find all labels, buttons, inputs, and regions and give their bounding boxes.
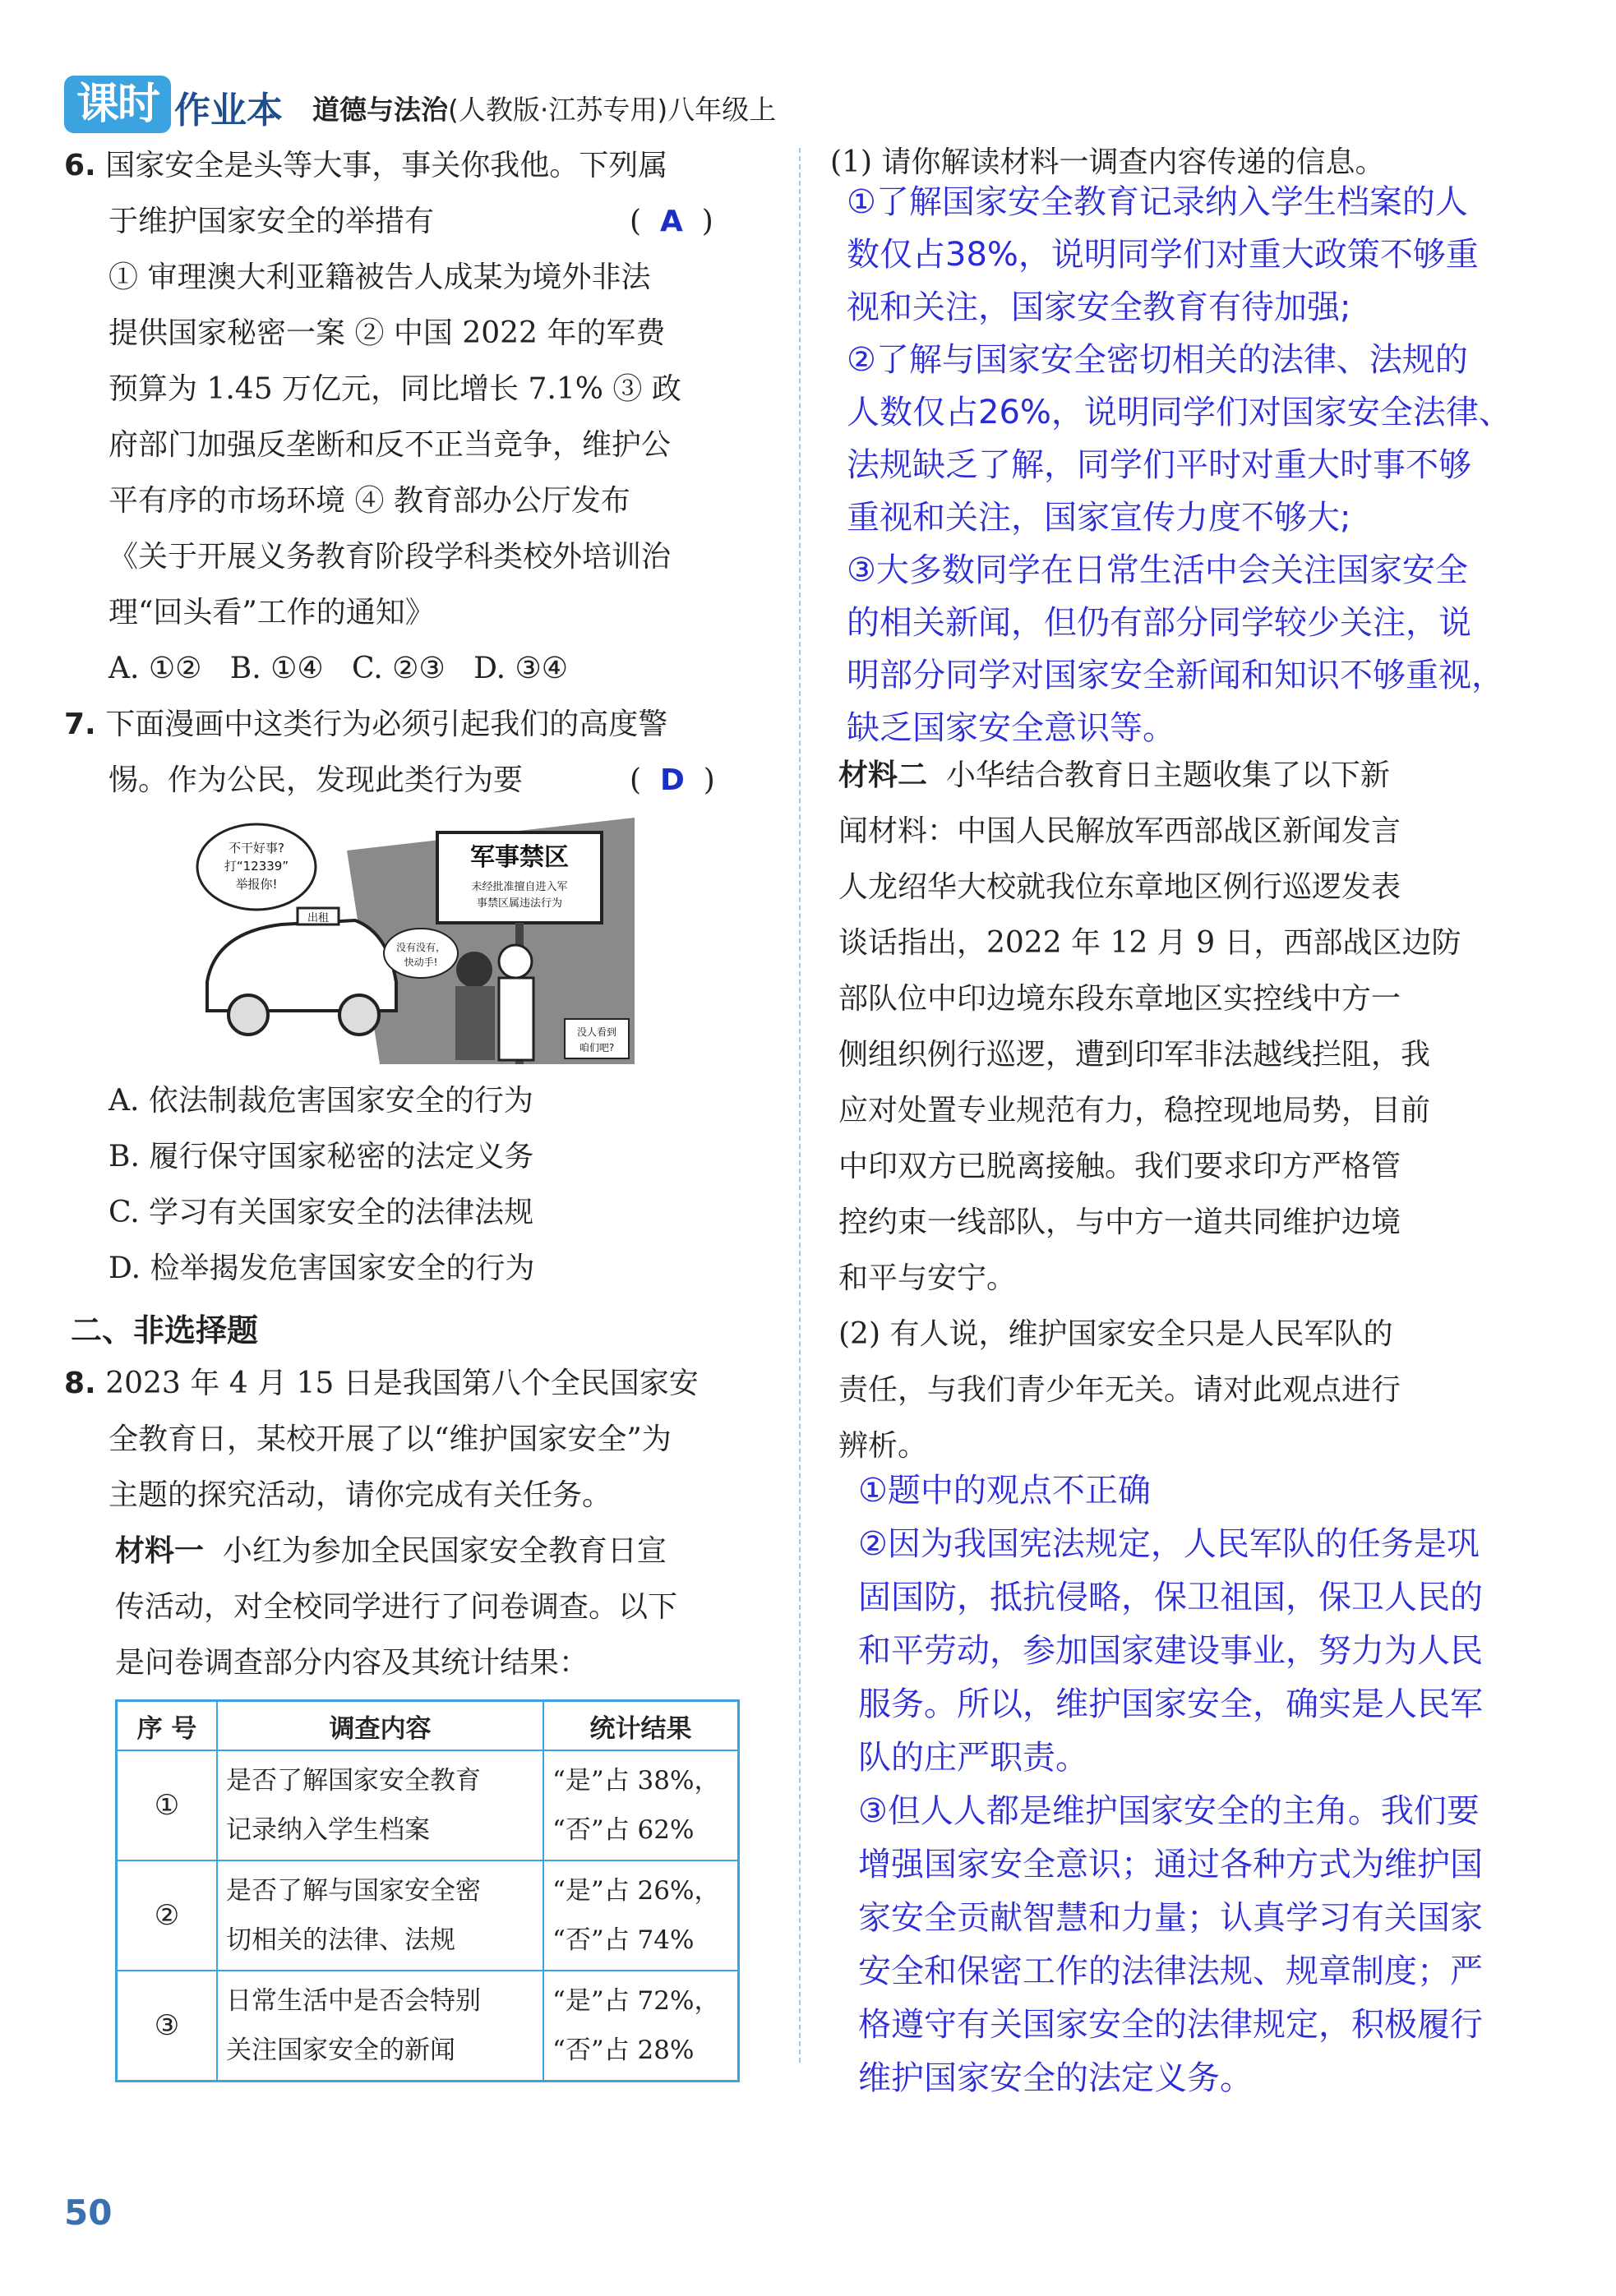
svg-text:没有没有，: 没有没有， xyxy=(395,942,446,953)
survey-table xyxy=(115,1699,740,2082)
q6-choices xyxy=(64,641,787,697)
task-1-prompt: (1) 请你解读材料一调查内容传递的信息。 xyxy=(830,145,1385,179)
choice-a: A. 依法制裁危害国家安全的行为 xyxy=(109,1084,533,1118)
choice-d: D. 检举揭发危害国家安全的行为 xyxy=(109,1252,535,1285)
svg-text:没人看到: 没人看到 xyxy=(576,1026,617,1038)
choice-b: B. 履行保守国家秘密的法定义务 xyxy=(109,1140,534,1173)
answer-slot: ( A ) xyxy=(630,205,713,238)
table-header: 调查内容 xyxy=(217,1701,543,1751)
material-2: 材料二 小华结合教育日主题收集了以下新 闻材料：中国人民解放军西部战区新闻发言 人龙绍华大校就我位东章地区例行巡逻发表 谈话指出，2022 年 12 月 9 日，西部战区边防 部队位中印边境东段东章地区实控线中方一 侧组织例行巡逻，遭到印军非法越线拦阻，我 应对处置专业规范有力，稳控现地局势，目前 中印双方已脱离接触。我们要求印方严格管 控约束一线部队，与中方一道共同维护边境 和平与安宁。 xyxy=(838,758,1461,1295)
table-header: 序 号 xyxy=(117,1701,218,1751)
material-label: 材料一 xyxy=(115,1534,205,1568)
brand-logo: 课时 xyxy=(64,76,171,133)
car-wheel xyxy=(339,995,379,1035)
page-number: 50 xyxy=(64,2192,113,2233)
task-2-prompt: (2) 有人说，维护国家安全只是人民军队的 责任，与我们青少年无关。请对此观点进行 辨析。 xyxy=(838,1317,1401,1463)
subject-title: 道德与法治(人教版·江苏专用)八年级上 xyxy=(312,94,777,126)
q6-option-line: 平有序的市场环境 ④ 教育部办公厅发布 xyxy=(109,484,630,518)
sign-title: 军事禁区 xyxy=(470,843,569,872)
column-divider xyxy=(799,148,801,2063)
question-number: 6. xyxy=(64,149,96,182)
speech-bubble xyxy=(384,929,458,978)
question-6 xyxy=(64,138,787,697)
choice-c: C. ②③ xyxy=(352,652,446,685)
table-header: 统计结果 xyxy=(543,1701,739,1751)
answer-slot: ( D ) xyxy=(630,763,715,797)
person-figure-body xyxy=(499,978,533,1060)
q6-line: 6. 国家安全是头等大事，事关你我他。下列属 xyxy=(64,149,668,182)
svg-text:打“12339”: 打“12339” xyxy=(224,859,289,874)
table-row: ① 是否了解国家安全教育 记录纳入学生档案 “是”占 38%， “否”占 62% xyxy=(117,1750,739,1860)
spy-figure-head xyxy=(456,952,492,988)
question-8: 8. 2023 年 4 月 15 日是我国第八个全民国家安 全教育日，某校开展了以“维护国家安全”为 主题的探究活动，请你完成有关任务。 材料一 小红为参加全民国家安全教育日宣 传活动，对全校同学进行了问卷调查。以下 是问卷调查部分内容及其统计结果： xyxy=(64,1367,699,1680)
sign-text: 事禁区属违法行为 xyxy=(476,897,563,910)
choice-b: B. ①④ xyxy=(229,652,324,685)
sign-text: 未经批准擅自进入军 xyxy=(471,881,568,893)
svg-text:举报你!: 举报你! xyxy=(235,877,278,892)
q6-option-line: 《关于开展义务教育阶段学科类校外培训治 xyxy=(109,540,672,574)
q6-option-line: ① 审理澳大利亚籍被告人成某为境外非法 xyxy=(109,260,651,294)
q7-choices xyxy=(109,1073,766,1297)
q6-option-line: 预算为 1.45 万亿元，同比增长 7.1% ③ 政 xyxy=(109,372,681,406)
handwritten-answer-2: ①题中的观点不正确 ②因为我国宪法规定，人民军队的任务是巩 固国防，抵抗侵略，保卫祖国，保卫人民的 和平劳动，参加国家建设事业，努力为人民 服务。所以，维护国家安全，确实是人民军 队的庄严职责。 ③但人人都是维护国家安全的主角。我们要 增强国家安全意识；通过各种方式为维护国 家安全贡献智慧和力量；认真学习有关国家 安全和保密工作的法律法规、规章制度；严 格遵守有关国家安全的法律规定，积极履行 维护国家安全的法定义务。 xyxy=(858,1472,1483,2097)
q6-option-line: 府部门加强反垄断和反不正当竞争，维护公 xyxy=(109,428,672,462)
table-row: ② 是否了解与国家安全密 切相关的法律、法规 “是”占 26%， “否”占 74% xyxy=(117,1860,739,1971)
question-number: 8. xyxy=(64,1367,96,1400)
section-heading: 二、非选择题 xyxy=(71,1312,259,1349)
svg-text:不干好事?: 不干好事? xyxy=(229,841,284,855)
handwritten-answer: A xyxy=(659,205,683,238)
svg-text:咱们吧?: 咱们吧? xyxy=(579,1042,615,1053)
question-number: 7. xyxy=(64,708,96,741)
handwritten-answer: D xyxy=(659,763,685,797)
svg-text:快动手!: 快动手! xyxy=(404,957,438,968)
table-row: ③ 日常生活中是否会特别 关注国家安全的新闻 “是”占 72%， “否”占 28% xyxy=(117,1971,739,2082)
q6-option-line: 理“回头看”工作的通知》 xyxy=(109,596,435,629)
choice-a: A. ①② xyxy=(109,652,202,685)
q6-line: 于维护国家安全的举措有 ( A ) xyxy=(64,194,787,250)
material-label: 材料二 xyxy=(838,758,928,792)
car-wheel xyxy=(229,995,268,1035)
question-7: 7. 下面漫画中这类行为必须引起我们的高度警 惕。作为公民，发现此类行为要 ( D ) xyxy=(64,697,787,809)
taxi-sign-text: 出租 xyxy=(307,912,330,924)
brand-name: 作业本 xyxy=(174,90,283,131)
choice-c: C. 学习有关国家安全的法律法规 xyxy=(109,1196,534,1229)
q6-option-line: 提供国家秘密一案 ② 中国 2022 年的军费 xyxy=(109,316,666,350)
person-figure-head xyxy=(499,945,532,978)
comic-illustration xyxy=(191,818,635,1064)
choice-d: D. ③④ xyxy=(473,652,569,685)
spy-figure-body xyxy=(455,986,495,1060)
handwritten-answer-1: ①了解国家安全教育记录纳入学生档案的人 数仅占38%，说明同学们对重大政策不够重 视和关注，国家安全教育有待加强; ②了解与国家安全密切相关的法律、法规的 人数仅占26%，说明同学们对国家安全法律、 法规缺乏了解，同学们平时对重大时事不够 重视和关注，国家宣传力度不够大; ③大多数同学在日常生活中会关注国家安全 的相关新闻，但仍有部分同学较少关注，说 明部分同学对国家安全新闻和知识不够重视， 缺乏国家安全意识等。 xyxy=(847,183,1512,747)
